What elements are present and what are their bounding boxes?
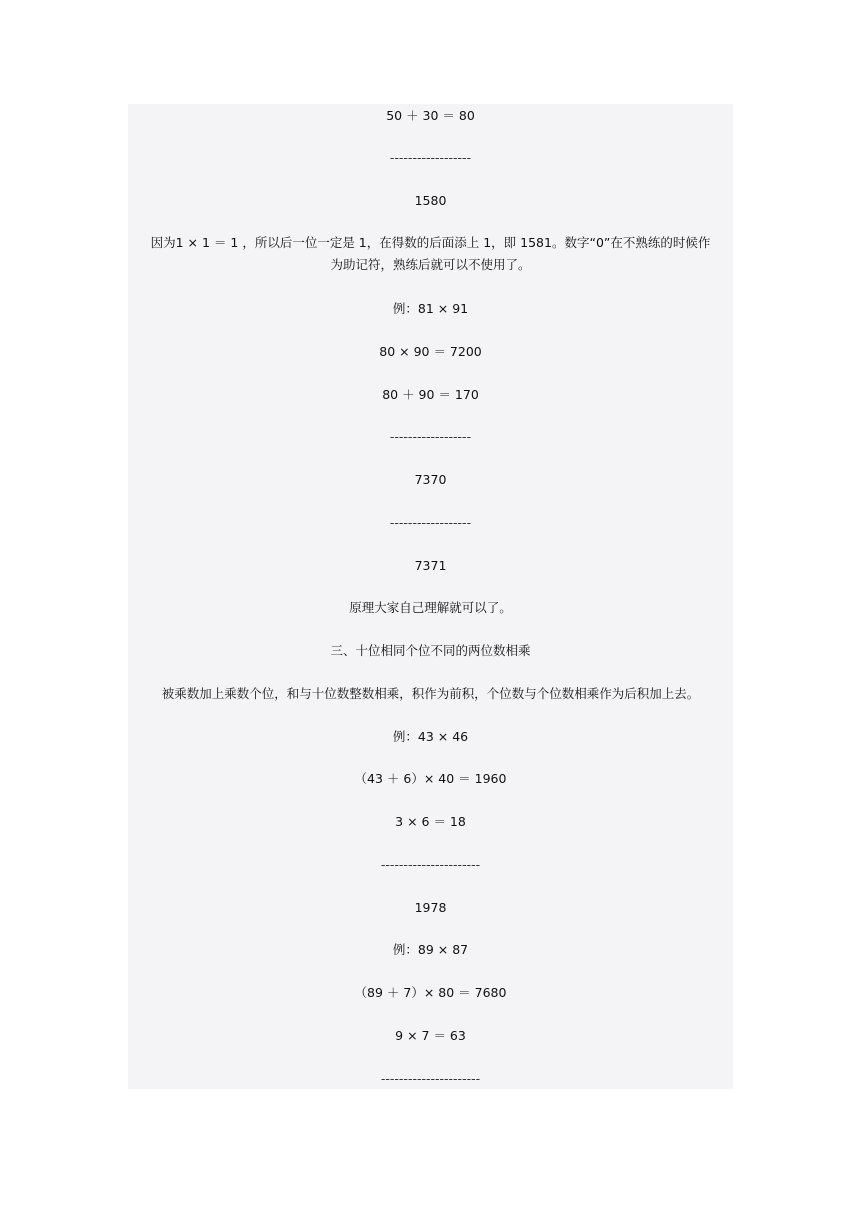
equation-line: 9 × 7 ＝ 63: [395, 1028, 466, 1043]
equation-line: 3 × 6 ＝ 18: [395, 814, 466, 829]
example-heading: 例：43 × 46: [392, 729, 469, 744]
result-line: 1580: [414, 193, 447, 208]
section-heading: 三、十位相同个位不同的两位数相乘: [330, 643, 531, 658]
separator-line: ------------------: [389, 429, 472, 444]
separator-line: ------------------: [389, 515, 472, 530]
equation-line: （89 ＋ 7）× 80 ＝ 7680: [354, 985, 507, 1000]
separator-line: ------------------: [389, 150, 472, 165]
example-heading: 例：89 × 87: [392, 942, 469, 957]
explanation-line-1: 因为1 × 1 ＝ 1 ，所以后一位一定是 1，在得数的后面添上 1，即 1581。数字“0”在不熟练的时候作: [150, 235, 711, 250]
example-heading: 例：81 × 91: [392, 301, 469, 316]
equation-line: （43 ＋ 6）× 40 ＝ 1960: [354, 771, 507, 786]
result-line: 7370: [414, 472, 447, 487]
separator-line: ----------------------: [380, 1071, 481, 1086]
result-line: 1978: [414, 900, 447, 915]
explanation-paragraph: [128, 232, 733, 276]
equation-line: 50 ＋ 30 ＝ 80: [386, 108, 475, 123]
equation-line: 80 ＋ 90 ＝ 170: [382, 387, 479, 402]
equation-line: 80 × 90 ＝ 7200: [379, 344, 482, 359]
separator-line: ----------------------: [380, 857, 481, 872]
result-line: 7371: [414, 558, 447, 573]
explanation-line-2: 为助记符，熟练后就可以不使用了。: [330, 257, 531, 272]
rule-description: 被乘数加上乘数个位，和与十位数整数相乘，积作为前积，个位数与个位数相乘作为后积加上去。: [161, 686, 700, 701]
note-line: 原理大家自己理解就可以了。: [349, 600, 512, 615]
